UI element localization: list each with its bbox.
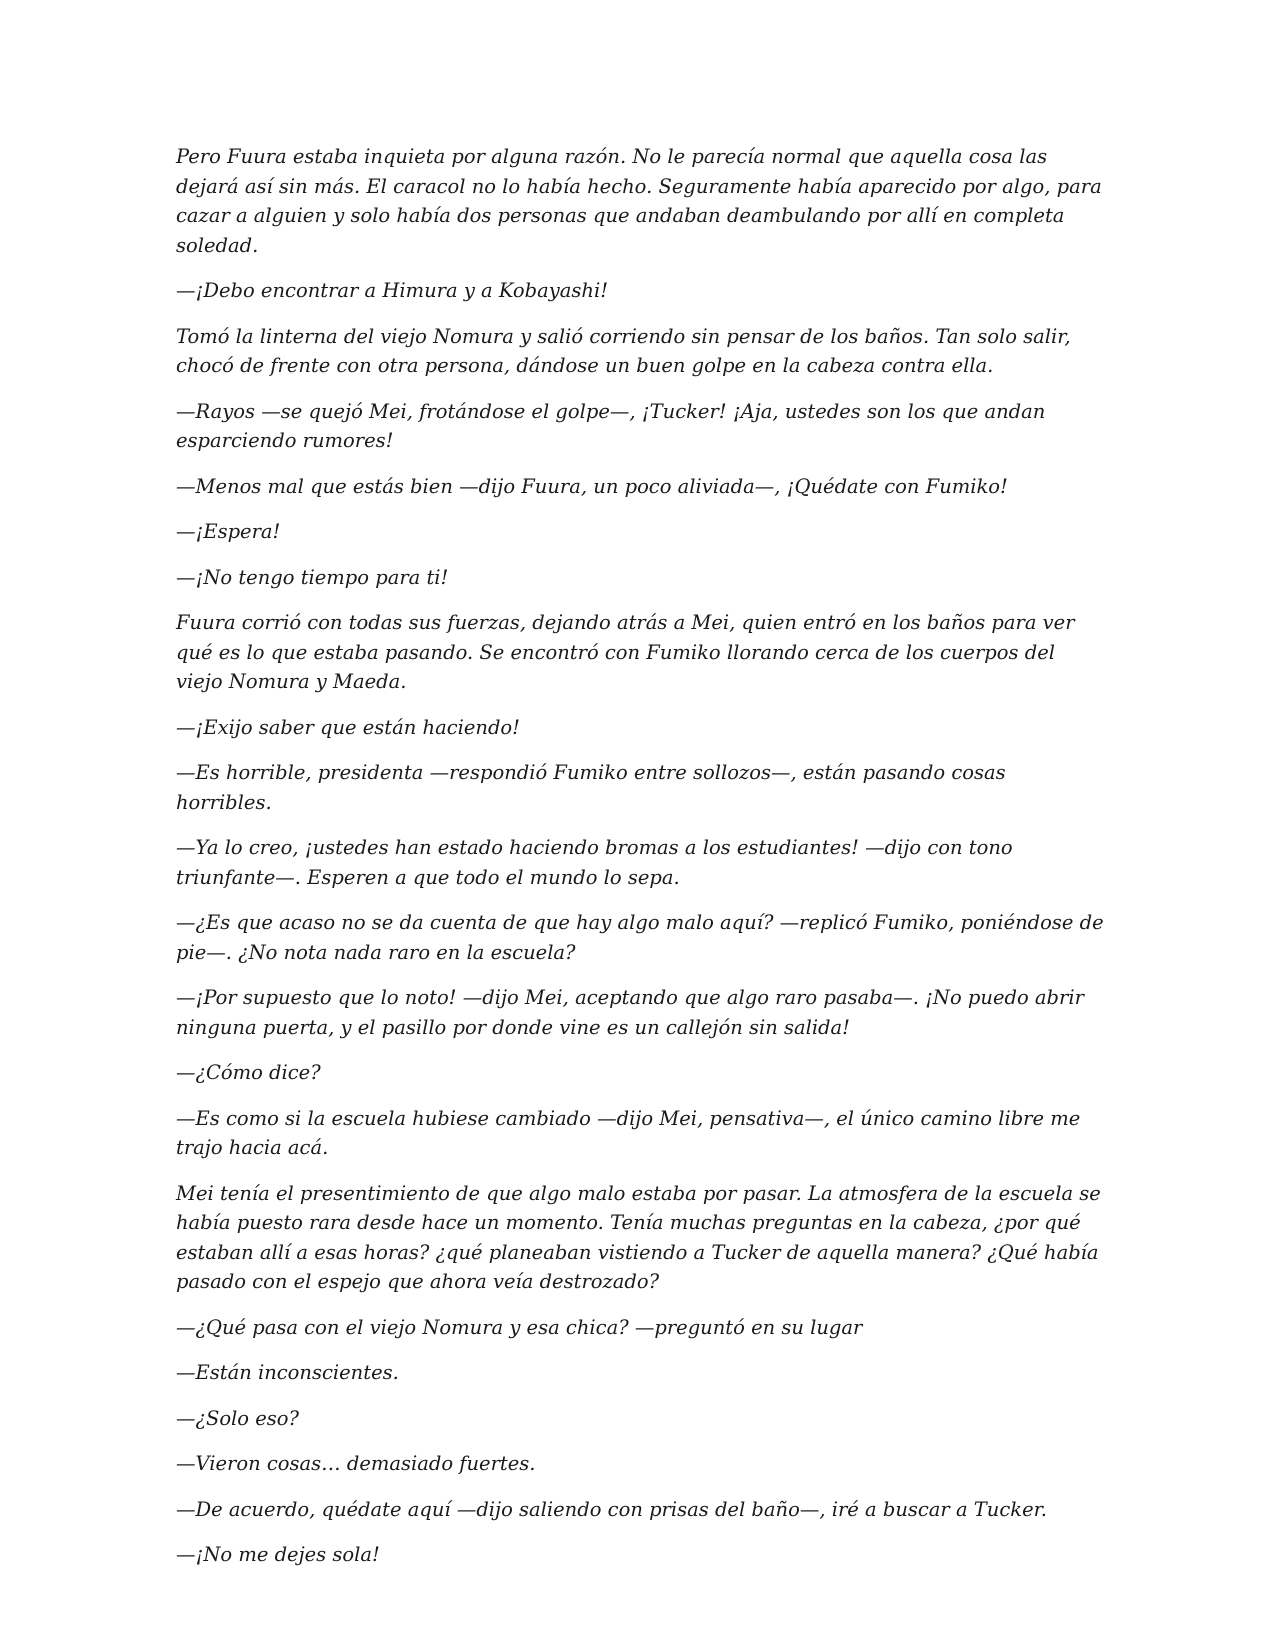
paragraph: Tomó la linterna del viejo Nomura y salió corriendo sin pensar de los baños. Tan solo salir, chocó de frente con otra persona, dándose un buen golpe en la cabeza contra ella. xyxy=(176,324,1071,377)
paragraph: —¿Solo eso? xyxy=(176,1406,299,1430)
paragraph: —¡No me dejes sola! xyxy=(176,1543,380,1566)
paragraph: —Están inconscientes. xyxy=(176,1361,399,1384)
paragraph: Mei tenía el presentimiento de que algo malo estaba por pasar. La atmosfera de la escuela se había puesto rara desde hace un momento. Tenía muchas preguntas en la cabeza, ¿por qué estaban allí a esas horas? ¿qué planeaban vistiendo a Tucker de aquella manera? ¿Qué había pasado con el espejo que ahora veía destrozado? xyxy=(176,1181,1101,1293)
paragraph: —¿Cómo dice? xyxy=(176,1061,321,1084)
paragraph: —Es como si la escuela hubiese cambiado —dijo Mei, pensativa—, el único camino libre me trajo hacia acá. xyxy=(176,1106,1081,1159)
paragraph: —¡Debo encontrar a Himura y a Kobayashi! xyxy=(176,279,609,302)
paragraph: —Menos mal que estás bien —dijo Fuura, un poco aliviada—, ¡Quédate con Fumiko! xyxy=(176,474,1008,498)
paragraph: —¡No tengo tiempo para ti! xyxy=(176,565,449,589)
document-page xyxy=(176,142,1104,1586)
paragraph: —Ya lo creo, ¡ustedes han estado haciendo bromas a los estudiantes! —dijo con tono triunfante—. Esperen a que todo el mundo lo sepa. xyxy=(176,836,1013,889)
paragraph: —Rayos —se quejó Mei, frotándose el golpe—, ¡Tucker! ¡Aja, ustedes son los que andan esparciendo rumores! xyxy=(176,399,1046,452)
paragraph: —¡Por supuesto que lo noto! —dijo Mei, aceptando que algo raro pasaba—. ¡No puedo abrir ninguna puerta, y el pasillo por donde vine es un callejón sin salida! xyxy=(176,986,1084,1039)
paragraph: —¿Es que acaso no se da cuenta de que hay algo malo aquí? —replicó Fumiko, poniéndose de pie—. ¿No nota nada raro en la escuela? xyxy=(176,911,1104,964)
paragraph: —Es horrible, presidenta —respondió Fumiko entre sollozos—, están pasando cosas horribles. xyxy=(176,761,1006,814)
paragraph: —Vieron cosas… demasiado fuertes. xyxy=(176,1452,536,1475)
paragraph: Pero Fuura estaba inquieta por alguna razón. No le parecía normal que aquella cosa las dejará así sin más. El caracol no lo había hecho. Seguramente había aparecido por algo, para cazar a alguien y solo había dos personas que andaban deambulando por allí en completa soledad. xyxy=(176,145,1102,257)
paragraph: Fuura corrió con todas sus fuerzas, dejando atrás a Mei, quien entró en los baños para ver qué es lo que estaba pasando. Se encontró con Fumiko llorando cerca de los cuerpos del viejo Nomura y Maeda. xyxy=(176,611,1075,693)
paragraph: —¡Espera! xyxy=(176,520,281,543)
paragraph: —De acuerdo, quédate aquí —dijo saliendo con prisas del baño—, iré a buscar a Tucker. xyxy=(176,1497,1047,1521)
paragraph: —¿Qué pasa con el viejo Nomura y esa chica? —preguntó en su lugar xyxy=(176,1315,863,1339)
paragraph: —¡Exijo saber que están haciendo! xyxy=(176,715,521,739)
